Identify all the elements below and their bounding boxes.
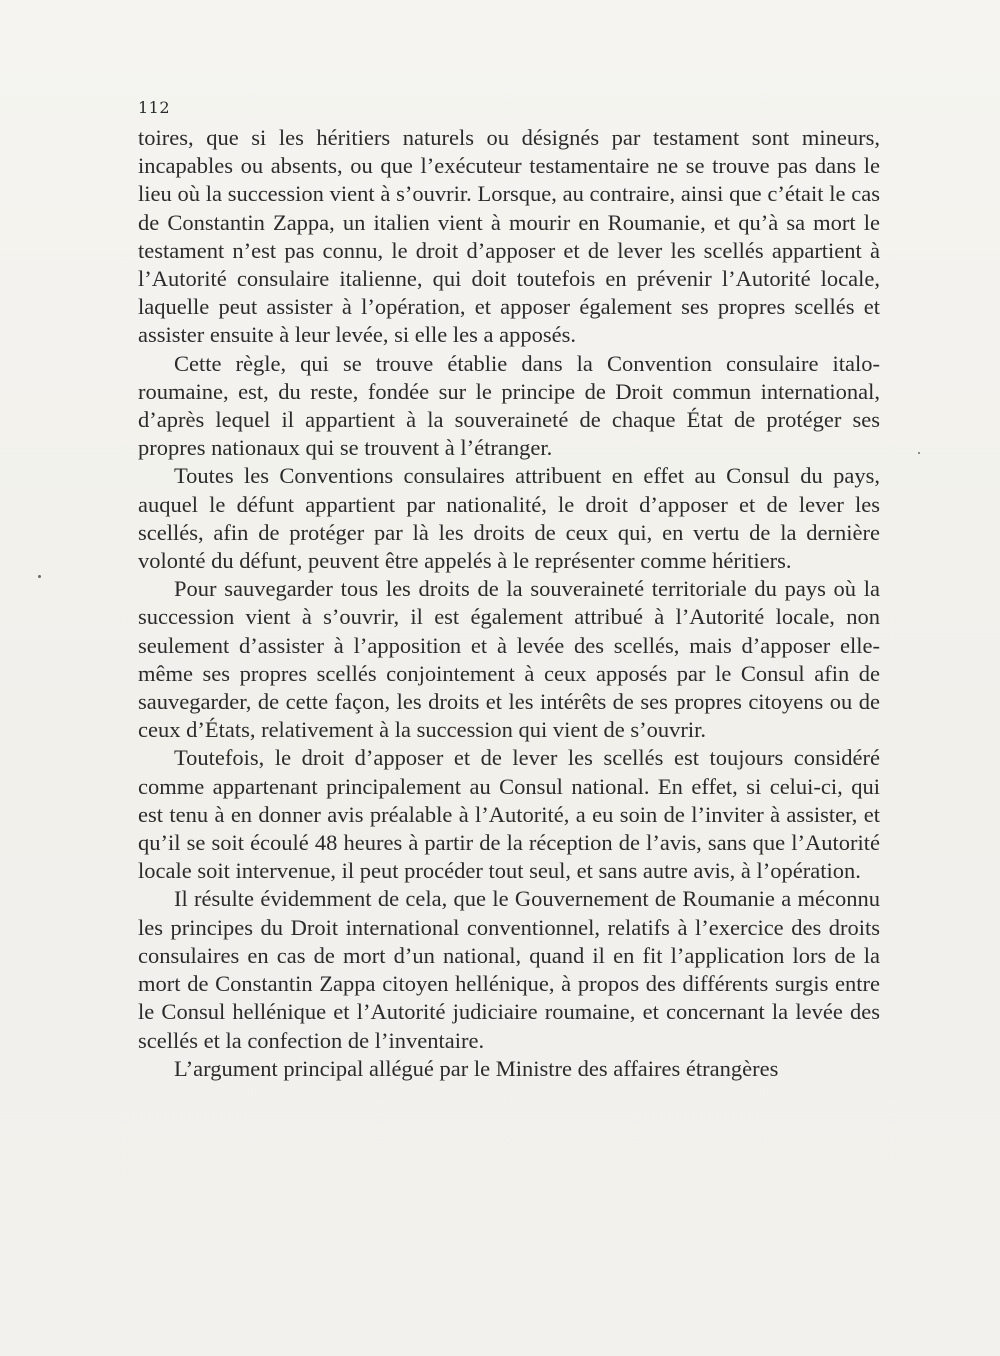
body-text: [138, 124, 880, 1083]
paragraph-7: L’argument principal allégué par le Ministre des affaires étrangères: [174, 1055, 779, 1081]
paragraph-5: Toutefois, le droit d’apposer et de lever les scellés est toujours considéré comme appartenant principalement au Consul national. En effet, si celui-ci, qui est tenu à en donner avis préalable à l’Autorité, a eu soin de l’inviter à assister, et qu’il se soit écoulé 48 heures à partir de la réception de l’avis, sans que l’Autorité locale soit intervenue, il peut procéder tout seul, et sans autre avis, à l’opération.: [138, 745, 880, 884]
print-speck: [918, 452, 920, 454]
paragraph-3: Toutes les Conventions consulaires attribuent en effet au Consul du pays, auquel le défunt appartient par nationalité, le droit d’apposer et de lever les scellés, afin de protéger par là les droits de ceux qui, en vertu de la dernière volonté du défunt, peuvent être appelés à le représenter comme héritiers.: [138, 463, 880, 574]
paragraph-2: Cette règle, qui se trouve établie dans la Convention consulaire italo-roumaine, est, du reste, fondée sur le principe de Droit commun international, d’après lequel il appartient à la souveraineté de chaque État de protéger ses propres nationaux qui se trouvent à l’étranger.: [138, 350, 880, 461]
paragraph-6: Il résulte évidemment de cela, que le Gouvernement de Roumanie a méconnu les principes du Droit international conventionnel, relatifs à l’exercice des droits consulaires en cas de mort d’un national, quand il en fit l’application lors de la mort de Constantin Zappa citoyen hellénique, à propos des différents surgis entre le Consul hellénique et l’Autorité judiciaire roumaine, et concernant la levée des scellés et la confection de l’inventaire.: [138, 886, 880, 1053]
print-speck: [38, 575, 41, 578]
paragraph-4: Pour sauvegarder tous les droits de la souveraineté territoriale du pays où la succession vient à s’ouvrir, il est également attribué à l’Autorité locale, non seulement d’assister à l’apposition et à levée des scellés, mais d’apposer elle-même ses propres scellés conjointement à ceux apposés par le Consul afin de sauvegarder, de cette façon, les droits et les intérêts de ses propres citoyens ou de ceux d’États, relativement à la succession qui vient de s’ouvrir.: [138, 576, 880, 743]
page-number: 112: [138, 98, 171, 117]
paragraph-1: toires, que si les héritiers naturels ou désignés par testament sont mineurs, incapables ou absents, ou que l’exécuteur testamentaire ne se trouve pas dans le lieu où la succession vient à s’ouvrir. Lorsque, au contraire, ainsi que c’était le cas de Constantin Zappa, un italien vient à mourir en Roumanie, et qu’à sa mort le testament n’est pas connu, le droit d’apposer et de lever les scellés appartient à l’Autorité consulaire italienne, qui doit toutefois en prévenir l’Autorité locale, laquelle peut assister à l’opération, et apposer également ses propres scellés et assister ensuite à leur levée, si elle les a apposés.: [138, 125, 880, 348]
